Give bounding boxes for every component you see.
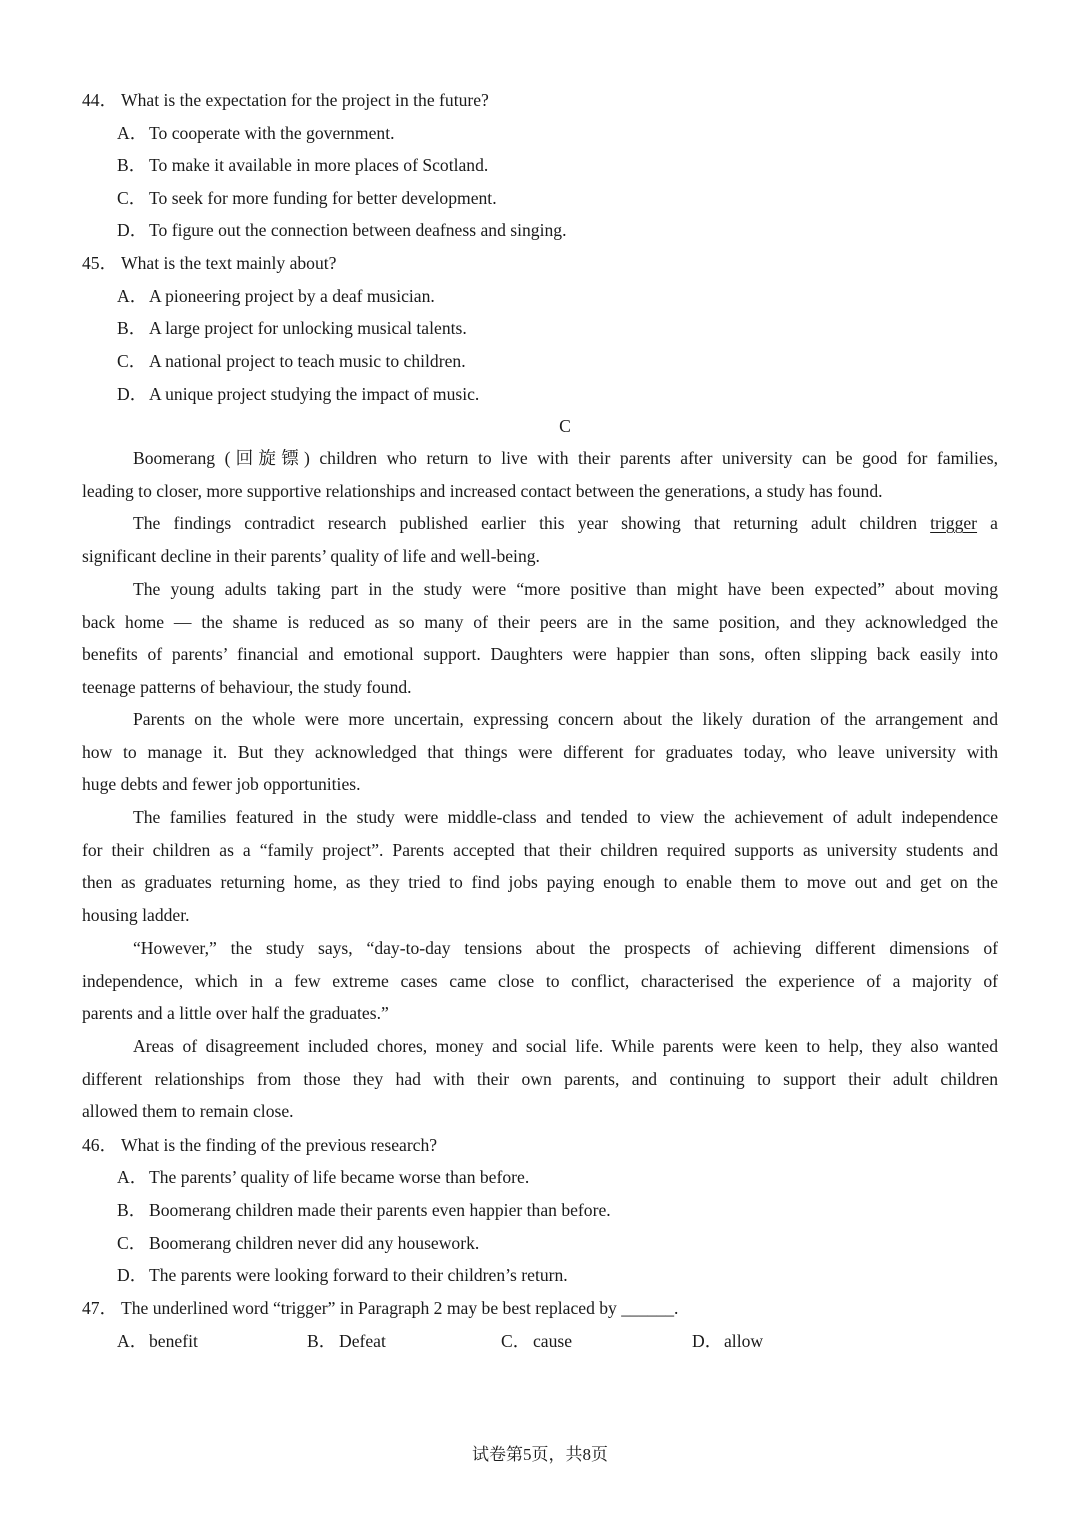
q44-option-b: B． To make it available in more places of Scotland. <box>117 155 489 175</box>
section-label: C <box>559 416 571 436</box>
page-footer: 试卷第5页，共8页 <box>472 1445 608 1464</box>
question-stem: What is the finding of the previous research? <box>121 1135 438 1155</box>
q45-option-c: C． A national project to teach music to children. <box>117 351 466 371</box>
q44-option-c: C． To seek for more funding for better development. <box>117 188 497 208</box>
q45-option-d: D．A unique project studying the impact of music. <box>117 384 480 404</box>
passage-paragraph-5: The families featured in the study were middle-class and tended to view the achievement of adult independence for their children as a “family project”. Parents accepted that their children required supports as university students and then as graduates returning home, as they tried to find jobs paying enough to enable them to move out and get on the housing ladder. <box>82 807 998 926</box>
passage-paragraph-1: Boomerang (回旋镖) children who return to live with their parents after university can be good for families, leading to closer, more supportive relationships and increased contact between the generations, a study has found. <box>82 448 998 501</box>
q46-option-b: B． Boomerang children made their parents even happier than before. <box>117 1200 611 1220</box>
passage-paragraph-7: Areas of disagreement included chores, money and social life. While parents were keen to help, they also wanted different relationships from those they had with their own parents, and continuing to support their adult children allowed them to remain close. <box>82 1036 998 1122</box>
q46-option-c: C． Boomerang children never did any housework. <box>117 1233 480 1253</box>
q44-option-a: A．To cooperate with the government. <box>117 123 395 143</box>
q45-option-b: B． A large project for unlocking musical talents. <box>117 318 467 338</box>
q46-option-a: A．The parents’ quality of life became worse than before. <box>117 1167 530 1187</box>
passage-paragraph-3: The young adults taking part in the study were “more positive than might have been expected” about moving back home — the shame is reduced as so many of their peers are in the same position, and they acknowledged the benefits of parents’ financial and emotional support. Daughters were happier than sons, often slipping back easily into teenage patterns of behaviour, the study found. <box>82 579 998 698</box>
question-47: 47． The underlined word “trigger” in Paragraph 2 may be best replaced by ______. <box>82 1298 679 1318</box>
passage-paragraph-2: The findings contradict research published earlier this year showing that returning adult children trigger a significant decline in their parents’ quality of life and well-being. <box>82 513 998 566</box>
question-stem: What is the text mainly about? <box>121 253 337 273</box>
q47-option-d: D．allow <box>692 1331 764 1351</box>
q46-option-d: D．The parents were looking forward to their children’s return. <box>117 1265 568 1285</box>
scan-dot <box>719 56 722 59</box>
q47-option-a: A．benefit <box>117 1331 198 1351</box>
q47-option-b: B． Defeat <box>307 1331 386 1351</box>
question-stem: What is the expectation for the project in the future? <box>121 90 489 110</box>
underlined-word: trigger <box>930 513 978 533</box>
question-46: 46． What is the finding of the previous research? <box>82 1135 438 1155</box>
question-44: 44． What is the expectation for the project in the future? <box>82 90 489 110</box>
q44-option-d: D．To figure out the connection between deafness and singing. <box>117 220 567 240</box>
q47-option-c: C． cause <box>501 1331 573 1351</box>
passage-paragraph-6: “However,” the study says, “day-to-day tensions about the prospects of achieving different dimensions of independence, which in a few extreme cases came close to conflict, characterised the experience of a majority of parents and a little over half the graduates.” <box>82 938 998 1024</box>
question-stem: The underlined word “trigger” in Paragraph 2 may be best replaced by ______. <box>121 1298 679 1318</box>
question-45: 45． What is the text mainly about? <box>82 253 337 273</box>
q45-option-a: A．A pioneering project by a deaf musician. <box>117 286 435 306</box>
passage-paragraph-4: Parents on the whole were more uncertain, expressing concern about the likely duration of the arrangement and how to manage it. But they acknowledged that things were different for graduates today, who leave university with huge debts and fewer job opportunities. <box>82 709 998 795</box>
